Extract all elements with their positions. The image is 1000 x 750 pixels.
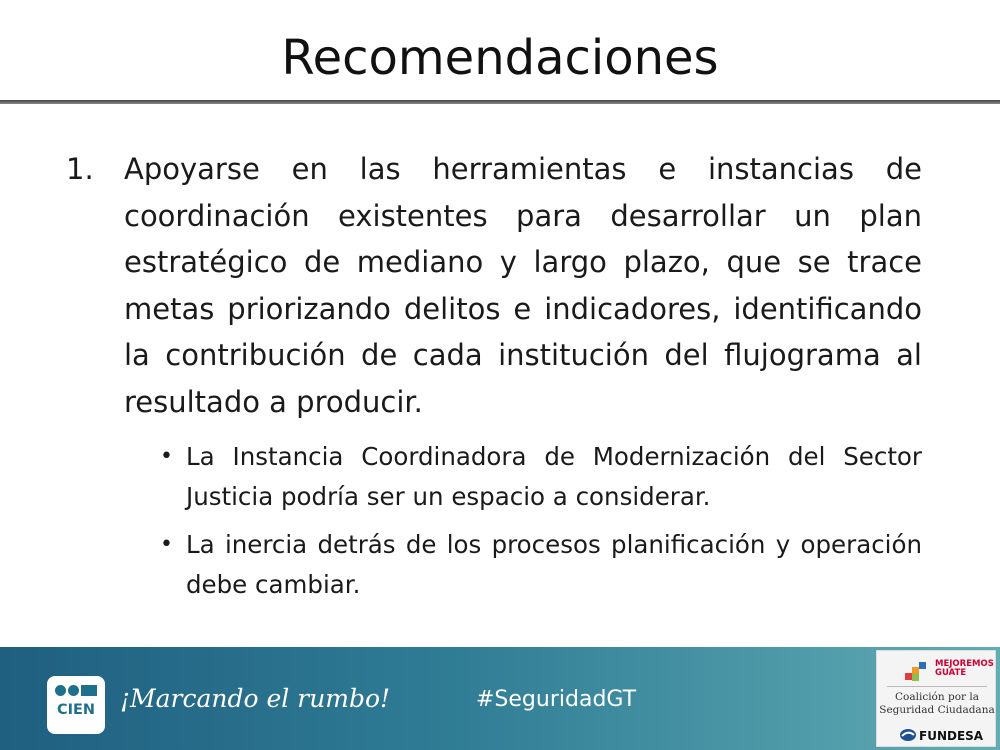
recommendation-item: [66, 146, 922, 605]
tagline: ¡Marcando el rumbo!: [120, 684, 391, 713]
mejoremos-guate-icon: [903, 661, 931, 683]
item-number: 1.: [66, 152, 94, 186]
partner-logo-panel: [876, 650, 996, 747]
cien-logo-text: CIEN: [56, 702, 96, 718]
bullet-item: [160, 525, 922, 605]
fundesa-icon: [899, 728, 917, 742]
footer-band: [0, 647, 1000, 750]
coalicion-text: Coalición por la Seguridad Ciudadana: [879, 691, 995, 716]
title-divider: [0, 100, 1000, 104]
fundesa-logo-text: FUNDESA: [919, 729, 984, 743]
bullet-text: La inercia detrás de los procesos planificación y operación debe cambiar.: [186, 530, 922, 599]
partner-divider: [887, 686, 987, 687]
bullet-dot-icon: •: [160, 444, 173, 469]
cien-logo-mark-icon: [55, 685, 97, 696]
hashtag: #SeguridadGT: [476, 687, 637, 712]
cien-logo: [47, 676, 105, 734]
bullet-text: La Instancia Coordinadora de Modernización del Sector Justicia podría ser un espacio a considerar.: [186, 442, 922, 511]
mejoremos-guate-logo: MEJOREMOS GUATE: [935, 659, 994, 678]
bullet-item: [160, 437, 922, 517]
slide-title: Recomendaciones: [281, 30, 719, 86]
bullet-dot-icon: •: [160, 532, 173, 557]
item-text: Apoyarse en las herramientas e instancias de coordinación existentes para desarrollar un plan estratégico de mediano y largo plazo, que se trace metas priorizando delitos e indicadores, identificando la contribución de cada institución del flujograma al resultado a producir.: [124, 152, 922, 419]
